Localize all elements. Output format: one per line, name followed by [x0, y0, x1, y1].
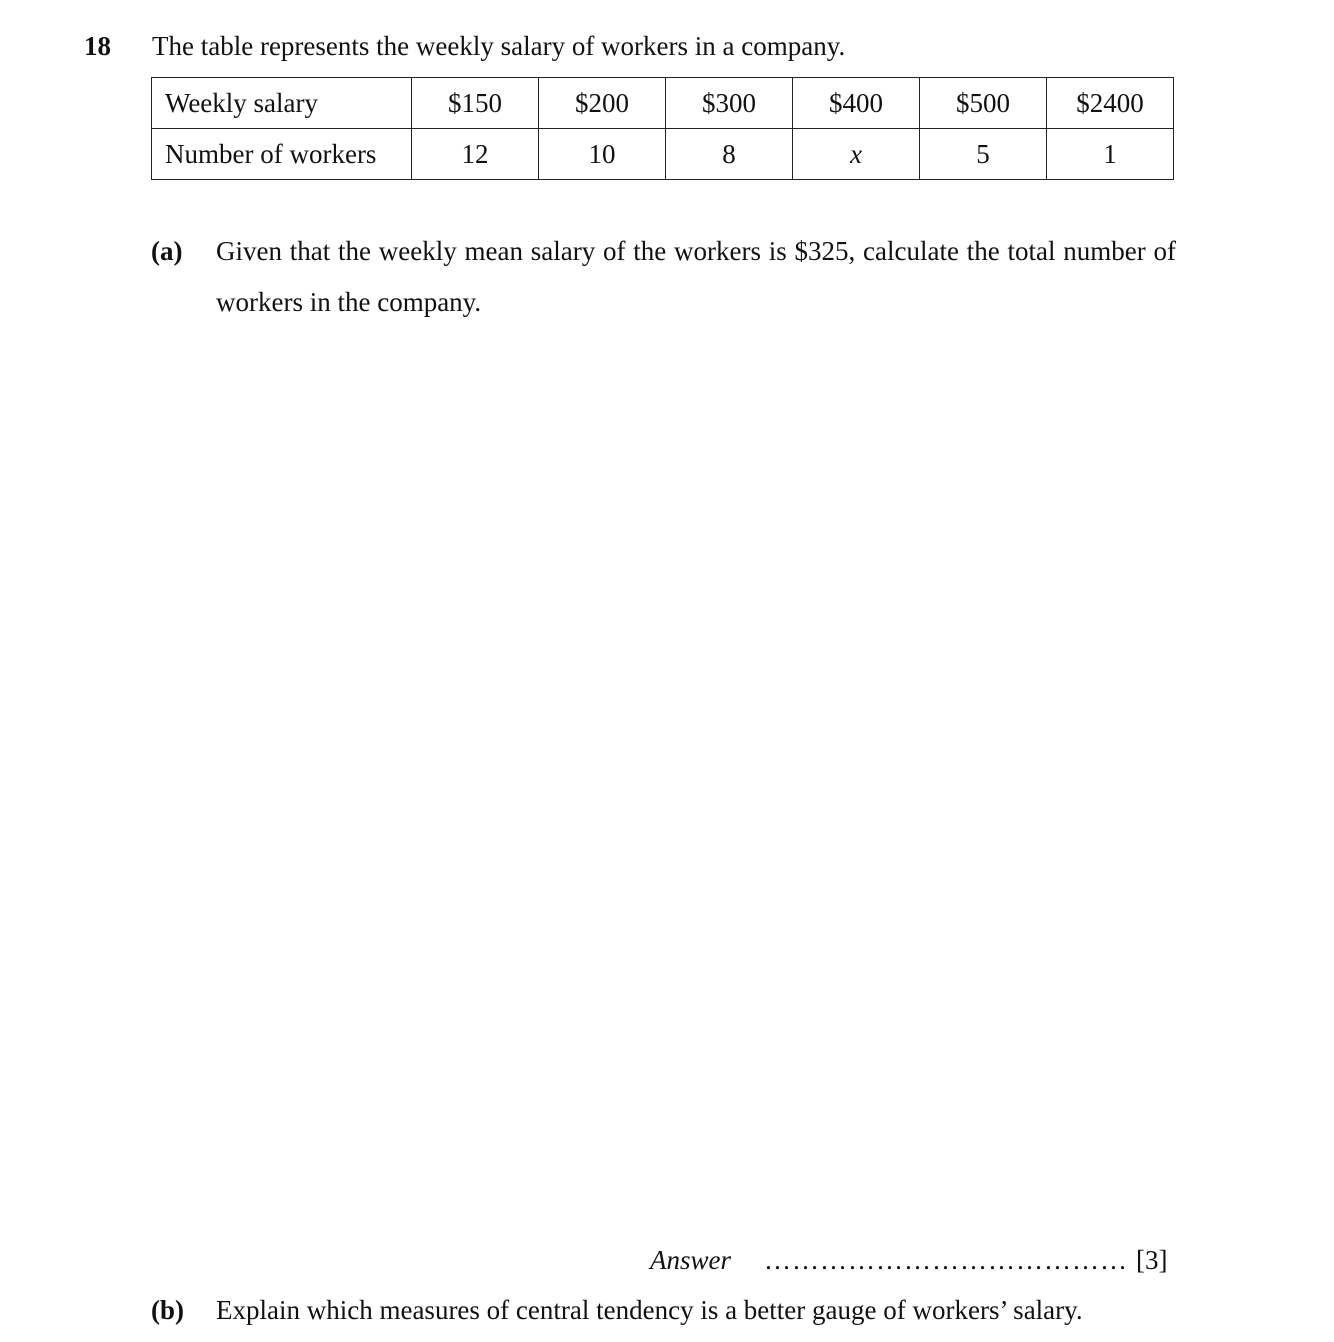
- salary-cell: $2400: [1047, 78, 1174, 129]
- part-a-text: Given that the weekly mean salary of the workers is $325, calculate the total number of workers in the company.: [216, 236, 1176, 317]
- answer-label: Answer: [650, 1245, 731, 1275]
- workers-cell: 5: [920, 129, 1047, 180]
- part-b-label: (b): [151, 1295, 184, 1325]
- part-b-text: Explain which measures of central tendency is a better gauge of workers’ salary.: [216, 1295, 1083, 1325]
- question-number: 18: [84, 31, 111, 61]
- answer-line: [0, 1240, 1334, 1280]
- workers-cell: 10: [539, 129, 666, 180]
- table-row: [152, 129, 1174, 180]
- salary-table: [151, 77, 1174, 180]
- marks-label: [3]: [1136, 1245, 1168, 1275]
- row-header-workers: Number of workers: [152, 129, 412, 180]
- part-a-label: (a): [151, 236, 183, 266]
- answer-blank[interactable]: …………………………………: [764, 1245, 1128, 1275]
- table-row: [152, 78, 1174, 129]
- row-header-salary: Weekly salary: [152, 78, 412, 129]
- salary-cell: $150: [412, 78, 539, 129]
- workers-cell: 1: [1047, 129, 1174, 180]
- salary-cell: $400: [793, 78, 920, 129]
- salary-cell: $200: [539, 78, 666, 129]
- question-stem: The table represents the weekly salary of workers in a company.: [152, 31, 846, 61]
- workers-cell: 12: [412, 129, 539, 180]
- salary-cell: $300: [666, 78, 793, 129]
- workers-cell: 8: [666, 129, 793, 180]
- workers-cell-unknown: x: [793, 129, 920, 180]
- salary-cell: $500: [920, 78, 1047, 129]
